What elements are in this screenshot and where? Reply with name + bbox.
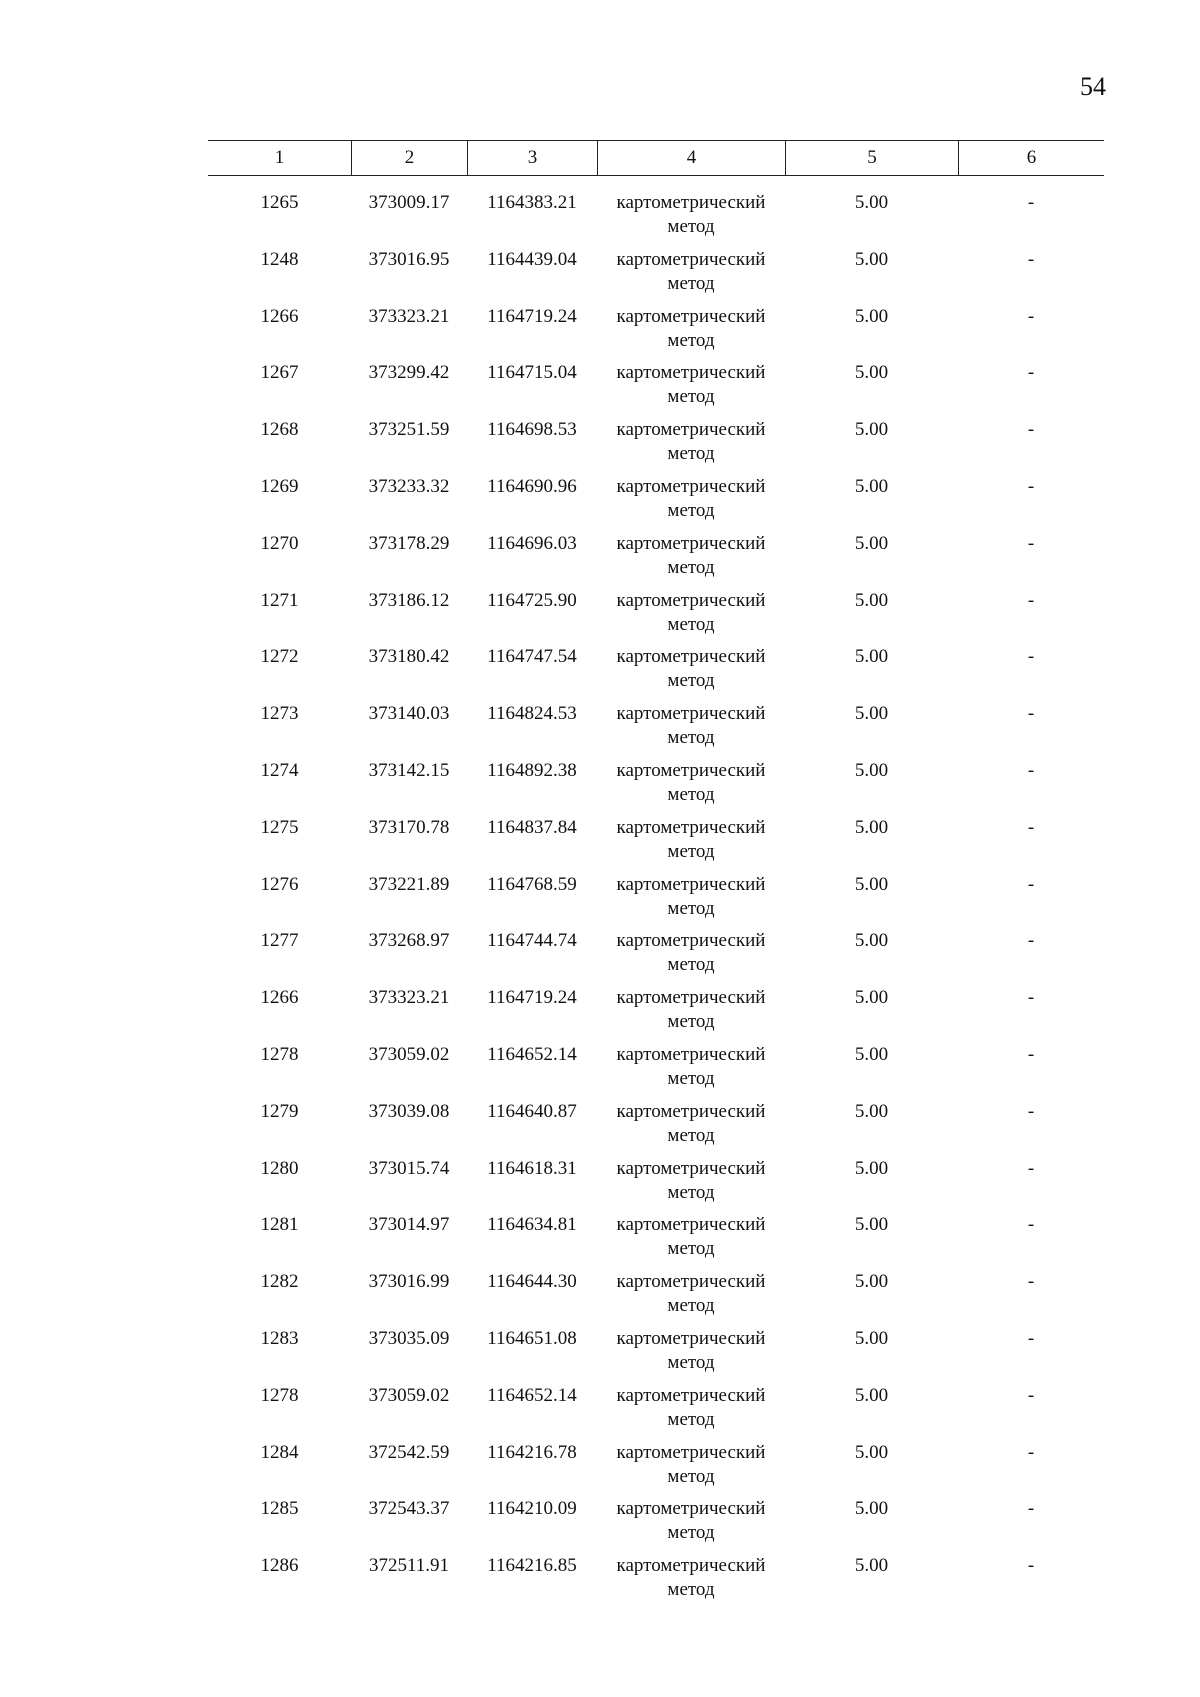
table-row xyxy=(208,1157,1104,1214)
accuracy-value: 5.00 xyxy=(854,1384,889,1406)
coordinate-y: 1164439.04 xyxy=(487,248,577,270)
method-line-2: метод xyxy=(667,1522,715,1544)
method-line-2: метод xyxy=(667,613,715,635)
table-row xyxy=(208,1497,1104,1554)
accuracy-value: 5.00 xyxy=(854,1441,889,1463)
method-line-1: картометрический xyxy=(616,1441,766,1463)
coordinate-x: 373015.74 xyxy=(368,1157,450,1179)
note-value: - xyxy=(1027,1441,1035,1463)
point-number: 1279 xyxy=(260,1100,299,1122)
point-number: 1272 xyxy=(260,646,299,668)
coordinate-y: 1164892.38 xyxy=(487,759,577,781)
note-value: - xyxy=(1027,987,1035,1009)
method-line-2: метод xyxy=(667,727,715,749)
note-value: - xyxy=(1027,475,1035,497)
method-line-2: метод xyxy=(667,954,715,976)
method-line-1: картометрический xyxy=(616,1498,766,1520)
note-value: - xyxy=(1027,816,1035,838)
accuracy-value: 5.00 xyxy=(854,532,889,554)
table-row xyxy=(208,248,1104,305)
table-row xyxy=(208,929,1104,986)
accuracy-value: 5.00 xyxy=(854,703,889,725)
coordinate-x: 373016.99 xyxy=(368,1271,450,1293)
method-cell xyxy=(597,418,785,466)
coordinate-y: 1164719.24 xyxy=(487,987,577,1009)
coordinate-x: 373140.03 xyxy=(368,703,450,725)
point-number: 1266 xyxy=(260,305,299,327)
accuracy-value: 5.00 xyxy=(854,1214,889,1236)
table-row xyxy=(208,1327,1104,1384)
point-number: 1281 xyxy=(260,1214,299,1236)
method-line-1: картометрический xyxy=(616,1100,766,1122)
coordinate-y: 1164690.96 xyxy=(487,475,577,497)
table-row xyxy=(208,305,1104,362)
point-number: 1266 xyxy=(260,987,299,1009)
point-number: 1282 xyxy=(260,1271,299,1293)
table-row xyxy=(208,532,1104,589)
point-number: 1283 xyxy=(260,1327,299,1349)
coordinate-y: 1164651.08 xyxy=(487,1327,577,1349)
method-line-2: метод xyxy=(667,1465,715,1487)
method-line-2: метод xyxy=(667,1011,715,1033)
method-line-2: метод xyxy=(667,783,715,805)
method-line-1: картометрический xyxy=(616,1327,766,1349)
method-cell xyxy=(597,873,785,921)
point-number: 1270 xyxy=(260,532,299,554)
header-col-4: 4 xyxy=(597,141,785,175)
method-cell xyxy=(597,1100,785,1148)
note-value: - xyxy=(1027,1043,1035,1065)
method-cell xyxy=(597,1327,785,1375)
method-cell xyxy=(597,816,785,864)
method-line-1: картометрический xyxy=(616,1043,766,1065)
coordinate-x: 373323.21 xyxy=(368,987,450,1009)
coordinate-y: 1164696.03 xyxy=(487,532,577,554)
table-row xyxy=(208,873,1104,930)
coordinate-y: 1164618.31 xyxy=(487,1157,577,1179)
method-line-1: картометрический xyxy=(616,759,766,781)
point-number: 1278 xyxy=(260,1043,299,1065)
accuracy-value: 5.00 xyxy=(854,646,889,668)
coordinate-x: 373170.78 xyxy=(368,816,450,838)
method-line-1: картометрический xyxy=(616,1157,766,1179)
accuracy-value: 5.00 xyxy=(854,419,889,441)
note-value: - xyxy=(1027,305,1035,327)
coordinate-y: 1164644.30 xyxy=(487,1271,577,1293)
note-value: - xyxy=(1027,1271,1035,1293)
method-line-2: метод xyxy=(667,556,715,578)
point-number: 1269 xyxy=(260,475,299,497)
method-line-1: картометрический xyxy=(616,646,766,668)
method-line-2: метод xyxy=(667,443,715,465)
accuracy-value: 5.00 xyxy=(854,362,889,384)
accuracy-value: 5.00 xyxy=(854,1157,889,1179)
point-number: 1276 xyxy=(260,873,299,895)
method-line-1: картометрический xyxy=(616,1384,766,1406)
method-cell xyxy=(597,702,785,750)
method-line-2: метод xyxy=(667,1408,715,1430)
table-row xyxy=(208,1554,1104,1611)
note-value: - xyxy=(1027,248,1035,270)
note-value: - xyxy=(1027,532,1035,554)
point-number: 1271 xyxy=(260,589,299,611)
note-value: - xyxy=(1027,1498,1035,1520)
accuracy-value: 5.00 xyxy=(854,930,889,952)
coordinate-x: 373014.97 xyxy=(368,1214,450,1236)
coordinate-y: 1164383.21 xyxy=(487,192,577,213)
accuracy-value: 5.00 xyxy=(854,1043,889,1065)
coordinate-y: 1164640.87 xyxy=(487,1100,577,1122)
method-line-2: метод xyxy=(667,897,715,919)
method-cell xyxy=(597,986,785,1034)
coordinate-x: 373186.12 xyxy=(368,589,450,611)
method-line-1: картометрический xyxy=(616,248,766,270)
table-row xyxy=(208,1100,1104,1157)
accuracy-value: 5.00 xyxy=(854,1271,889,1293)
method-line-2: метод xyxy=(667,1067,715,1089)
method-line-1: картометрический xyxy=(616,930,766,952)
table-row xyxy=(208,1270,1104,1327)
method-line-1: картометрический xyxy=(616,816,766,838)
point-number: 1277 xyxy=(260,930,299,952)
accuracy-value: 5.00 xyxy=(854,987,889,1009)
method-line-1: картометрический xyxy=(616,589,766,611)
point-number: 1278 xyxy=(260,1384,299,1406)
point-number: 1265 xyxy=(260,192,299,213)
method-cell xyxy=(597,1497,785,1545)
method-cell xyxy=(597,191,785,239)
method-line-1: картометрический xyxy=(616,987,766,1009)
method-line-2: метод xyxy=(667,1124,715,1146)
accuracy-value: 5.00 xyxy=(854,305,889,327)
method-line-1: картометрический xyxy=(616,1555,766,1577)
note-value: - xyxy=(1027,192,1035,213)
coordinate-x: 372542.59 xyxy=(368,1441,450,1463)
method-line-1: картометрический xyxy=(616,873,766,895)
table-row xyxy=(208,1213,1104,1270)
note-value: - xyxy=(1027,1214,1035,1236)
table-row xyxy=(208,702,1104,759)
note-value: - xyxy=(1027,930,1035,952)
method-line-2: метод xyxy=(667,1181,715,1203)
coordinate-x: 373323.21 xyxy=(368,305,450,327)
method-line-2: метод xyxy=(667,670,715,692)
note-value: - xyxy=(1027,759,1035,781)
accuracy-value: 5.00 xyxy=(854,475,889,497)
method-line-2: метод xyxy=(667,1351,715,1373)
table-row xyxy=(208,816,1104,873)
method-cell xyxy=(597,929,785,977)
accuracy-value: 5.00 xyxy=(854,816,889,838)
method-cell xyxy=(597,475,785,523)
coordinate-x: 373059.02 xyxy=(368,1384,450,1406)
header-col-5: 5 xyxy=(785,141,958,175)
table-row xyxy=(208,1441,1104,1498)
coordinate-y: 1164216.85 xyxy=(487,1555,577,1577)
note-value: - xyxy=(1027,1327,1035,1349)
coordinate-x: 373035.09 xyxy=(368,1327,450,1349)
method-line-1: картометрический xyxy=(616,703,766,725)
method-cell xyxy=(597,248,785,296)
note-value: - xyxy=(1027,362,1035,384)
accuracy-value: 5.00 xyxy=(854,1327,889,1349)
method-cell xyxy=(597,759,785,807)
table-row xyxy=(208,361,1104,418)
point-number: 1273 xyxy=(260,703,299,725)
coordinate-y: 1164768.59 xyxy=(487,873,577,895)
accuracy-value: 5.00 xyxy=(854,1498,889,1520)
note-value: - xyxy=(1027,873,1035,895)
method-cell xyxy=(597,1213,785,1261)
coordinate-y: 1164824.53 xyxy=(487,703,577,725)
table-row xyxy=(208,759,1104,816)
note-value: - xyxy=(1027,419,1035,441)
point-number: 1280 xyxy=(260,1157,299,1179)
note-value: - xyxy=(1027,589,1035,611)
accuracy-value: 5.00 xyxy=(854,1100,889,1122)
point-number: 1284 xyxy=(260,1441,299,1463)
method-line-1: картометрический xyxy=(616,475,766,497)
coordinate-y: 1164652.14 xyxy=(487,1043,577,1065)
coordinate-y: 1164634.81 xyxy=(487,1214,577,1236)
table-row xyxy=(208,1043,1104,1100)
table-body xyxy=(208,191,1104,1611)
point-number: 1274 xyxy=(260,759,299,781)
coordinate-x: 372511.91 xyxy=(368,1555,450,1577)
accuracy-value: 5.00 xyxy=(854,248,889,270)
coordinate-y: 1164744.74 xyxy=(487,930,577,952)
method-cell xyxy=(597,1043,785,1091)
method-line-2: метод xyxy=(667,1579,715,1601)
method-cell xyxy=(597,1384,785,1432)
accuracy-value: 5.00 xyxy=(854,873,889,895)
coordinate-x: 373180.42 xyxy=(368,646,450,668)
header-col-2: 2 xyxy=(351,141,467,175)
method-line-1: картометрический xyxy=(616,419,766,441)
header-col-1: 1 xyxy=(274,147,285,168)
coordinate-x: 373178.29 xyxy=(368,532,450,554)
table-row xyxy=(208,475,1104,532)
table-row xyxy=(208,589,1104,646)
method-line-1: картометрический xyxy=(616,362,766,384)
coordinate-y: 1164725.90 xyxy=(487,589,577,611)
coordinate-y: 1164652.14 xyxy=(487,1384,577,1406)
coordinate-x: 373221.89 xyxy=(368,873,450,895)
point-number: 1268 xyxy=(260,419,299,441)
coordinate-x: 373039.08 xyxy=(368,1100,450,1122)
coordinate-x: 373251.59 xyxy=(368,419,450,441)
method-cell xyxy=(597,1441,785,1489)
coordinate-x: 373059.02 xyxy=(368,1043,450,1065)
method-line-1: картометрический xyxy=(616,305,766,327)
table-row xyxy=(208,1384,1104,1441)
method-cell xyxy=(597,305,785,353)
method-line-2: метод xyxy=(667,329,715,351)
page-number: 54 xyxy=(1080,72,1106,101)
method-line-2: метод xyxy=(667,386,715,408)
method-line-1: картометрический xyxy=(616,532,766,554)
table-row xyxy=(208,645,1104,702)
note-value: - xyxy=(1027,646,1035,668)
coordinate-x: 373142.15 xyxy=(368,759,450,781)
table-row xyxy=(208,986,1104,1043)
coordinate-y: 1164715.04 xyxy=(487,362,577,384)
coordinate-x: 373009.17 xyxy=(368,192,450,213)
coordinate-y: 1164216.78 xyxy=(487,1441,577,1463)
note-value: - xyxy=(1027,1384,1035,1406)
method-cell xyxy=(597,645,785,693)
note-value: - xyxy=(1027,703,1035,725)
coordinate-x: 372543.37 xyxy=(368,1498,450,1520)
table-header xyxy=(208,140,1104,176)
method-line-1: картометрический xyxy=(616,1271,766,1293)
method-cell xyxy=(597,361,785,409)
method-cell xyxy=(597,1157,785,1205)
method-line-1: картометрический xyxy=(616,1214,766,1236)
method-line-1: картометрический xyxy=(616,192,766,213)
point-number: 1285 xyxy=(260,1498,299,1520)
table-row xyxy=(208,418,1104,475)
point-number: 1267 xyxy=(260,362,299,384)
method-line-2: метод xyxy=(667,1295,715,1317)
point-number: 1286 xyxy=(260,1555,299,1577)
coordinate-x: 373268.97 xyxy=(368,930,450,952)
accuracy-value: 5.00 xyxy=(854,589,889,611)
coordinate-y: 1164698.53 xyxy=(487,419,577,441)
table-row xyxy=(208,191,1104,248)
accuracy-value: 5.00 xyxy=(854,759,889,781)
header-col-3: 3 xyxy=(467,141,597,175)
accuracy-value: 5.00 xyxy=(854,1555,889,1577)
coordinate-x: 373233.32 xyxy=(368,475,450,497)
note-value: - xyxy=(1027,1157,1035,1179)
note-value: - xyxy=(1027,1555,1035,1577)
coordinate-y: 1164719.24 xyxy=(487,305,577,327)
method-line-2: метод xyxy=(667,1238,715,1260)
coordinate-y: 1164210.09 xyxy=(487,1498,577,1520)
method-line-2: метод xyxy=(667,499,715,521)
coordinate-x: 373299.42 xyxy=(368,362,450,384)
accuracy-value: 5.00 xyxy=(854,192,889,213)
method-cell xyxy=(597,1270,785,1318)
point-number: 1275 xyxy=(260,816,299,838)
method-line-2: метод xyxy=(667,840,715,862)
method-cell xyxy=(597,1554,785,1602)
coordinate-y: 1164747.54 xyxy=(487,646,577,668)
method-line-2: метод xyxy=(667,272,715,294)
coordinate-y: 1164837.84 xyxy=(487,816,577,838)
note-value: - xyxy=(1027,1100,1035,1122)
method-cell xyxy=(597,532,785,580)
method-cell xyxy=(597,589,785,637)
method-line-2: метод xyxy=(667,216,715,237)
header-col-6: 6 xyxy=(958,141,1104,175)
coordinate-x: 373016.95 xyxy=(368,248,450,270)
point-number: 1248 xyxy=(260,248,299,270)
